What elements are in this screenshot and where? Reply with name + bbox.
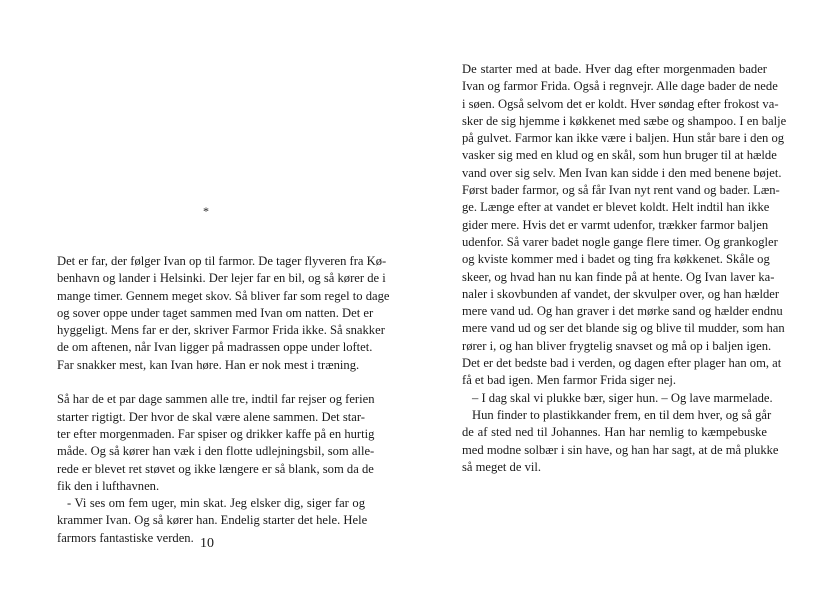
text-line: farmors fantastiske verden. xyxy=(57,530,194,545)
text-line: så meget de vil. xyxy=(462,459,542,474)
text-line: De starter med at bade. Hver dag efter morgenmaden bader xyxy=(462,62,767,76)
text-line: ter efter morgenmaden. Far spiser og drikker kaffe på en hurtig xyxy=(57,426,375,441)
text-line: de om aftenen, når Ivan ligger på madrassen oppe under loftet. xyxy=(57,340,373,355)
paragraph xyxy=(57,253,390,374)
text-line: ge. Længe efter at vandet er blevet koldt. Helt indtil han ikke xyxy=(462,200,770,215)
text-line: måde. Og så kører han væk i den flotte udlejningsbil, som alle- xyxy=(57,444,375,459)
text-line: Så har de et par dage sammen alle tre, indtil far rejser og ferien xyxy=(57,392,375,407)
text-line: fik den i lufthavnen. xyxy=(57,478,160,493)
paragraph xyxy=(462,390,773,407)
right-page xyxy=(411,0,822,595)
text-line: starter rigtigt. Der hvor de skal være alene sammen. Det star- xyxy=(57,409,365,424)
text-line: – I dag skal vi plukke bær, siger hun. – Og lave marmelade. xyxy=(472,390,773,405)
text-line: naler i skovbunden af vandet, der skvulper over, og han hælder xyxy=(462,286,780,301)
paragraph xyxy=(462,61,787,390)
text-line: rede er blevet ret støvet og ikke længere er så blank, som da de xyxy=(57,461,374,476)
text-line: rører i, og han bliver frygtelig snavset og må op i baljen igen. xyxy=(462,338,772,353)
left-page-text xyxy=(57,253,390,547)
text-line: Ivan og farmor Frida. Også i regnvejr. Alle dage bader de nede xyxy=(462,79,778,94)
paragraph-gap xyxy=(57,374,365,391)
text-line: mere vand ud og ser det blande sig og blive til mudder, som han xyxy=(462,321,785,336)
text-line: hyggeligt. Mens far er der, skriver Farmor Frida ikke. Så snakker xyxy=(57,323,385,338)
paragraph xyxy=(57,391,375,495)
text-line: med modne solbær i sin have, og han har sagt, at de må plukke xyxy=(462,442,779,457)
section-separator: * xyxy=(203,204,209,218)
text-line: Hun finder to plastikkander frem, en til dem hver, og så går xyxy=(472,407,772,422)
text-line: mere vand ud. Og han graver i det mørke sand og hælder endnu xyxy=(462,304,783,319)
text-line: i søen. Også selvom det er koldt. Hver søndag efter frokost va- xyxy=(462,96,779,111)
text-line: mange timer. Gennem meget skov. Så bliver far som regel to dage xyxy=(57,288,390,303)
page-number: 10 xyxy=(200,536,214,551)
text-line: få et bad igen. Men farmor Frida siger nej. xyxy=(462,373,677,388)
right-page-text xyxy=(462,61,787,476)
text-line: skeer, og hvad han nu kan finde på at hente. Og Ivan laver ka- xyxy=(462,269,775,284)
text-line: benhavn og lander i Helsinki. Der lejer far en bil, og så kører de i xyxy=(57,271,386,286)
text-line: og sover oppe under taget sammen med Ivan om natten. Det er xyxy=(57,305,374,320)
text-line: Far snakker mest, kan Ivan høre. Han er nok mest i træning. xyxy=(57,357,360,372)
text-line: på gulvet. Farmor kan ikke være i baljen. Hun står bare i den og xyxy=(462,131,785,146)
text-line: gider mere. Hvis det er varmt udenfor, trækker farmor baljen xyxy=(462,217,769,232)
text-line: krammer Ivan. Og så kører han. Endelig starter det hele. Hele xyxy=(57,513,368,528)
text-line: udenfor. Så varer badet nogle gange flere timer. Og grankogler xyxy=(462,234,778,249)
text-line: Det er far, der følger Ivan op til farmor. De tager flyveren fra Kø- xyxy=(57,254,387,268)
text-line: vand over sig selv. Men Ivan kan sidde i den med benene bøjet. xyxy=(462,165,782,180)
text-line: - Vi ses om fem uger, min skat. Jeg elsker dig, siger far og xyxy=(67,496,365,511)
text-line: og kviste kommer med i badet og ting fra køkkenet. Skåle og xyxy=(462,252,770,267)
text-line: sker de sig hjemme i køkkenet med sæbe og shampoo. I en balje xyxy=(462,113,787,128)
paragraph xyxy=(462,407,779,476)
text-line: vasker sig med en klud og en skål, som hun bruger til at hælde xyxy=(462,148,777,163)
text-line: Det er det bedste bad i verden, og dagen efter plager han om, at xyxy=(462,356,782,371)
text-line: Først bader farmor, og så får Ivan nyt rent vand og bader. Læn- xyxy=(462,183,780,198)
text-line: de af sted ned til Johannes. Han har nemlig to kæmpebuske xyxy=(462,425,767,440)
